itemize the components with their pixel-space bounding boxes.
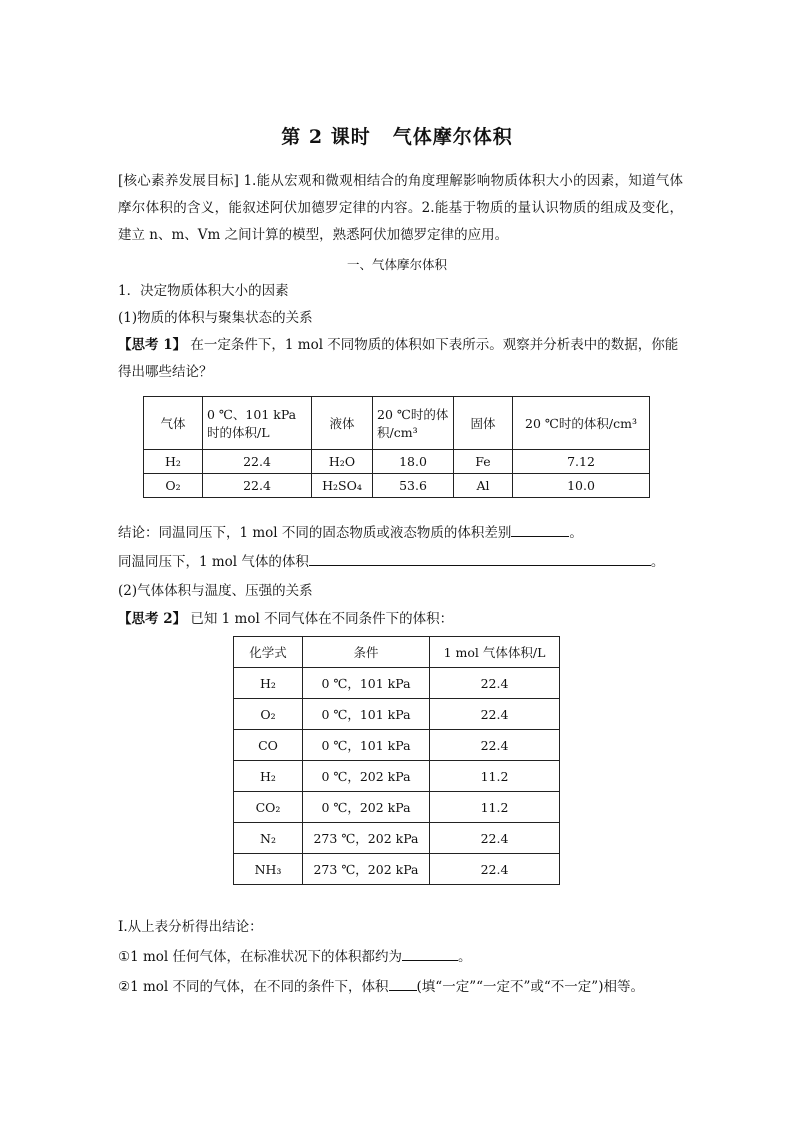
table-row <box>234 668 560 699</box>
table-cell: 0 ℃，101 kPa <box>303 699 430 730</box>
table-header-cell: 气体 <box>144 397 203 450</box>
answer-blank[interactable] <box>511 523 569 537</box>
table-cell: 7.12 <box>513 450 650 474</box>
table-cell: 22.4 <box>203 474 312 498</box>
answer-blank[interactable] <box>309 552 651 566</box>
conclusion-2-end: 。 <box>650 554 665 570</box>
conclusion-2-text: 同温同压下，1 mol 气体的体积 <box>118 554 309 570</box>
table-cell: 22.4 <box>430 823 560 854</box>
table-cell: 11.2 <box>430 792 560 823</box>
intro-text: 1.能从宏观和微观相结合的角度理解影响物质体积大小的因素，知道气体摩尔体积的含义，能叙述阿伏加德罗定律的内容。2.能基于物质的量认识物质的组成及变化，建立 n、m、Vm 之间计算的模型，熟悉阿伏加德罗定律的应用。 <box>118 173 683 243</box>
table-cell: 53.6 <box>373 474 454 498</box>
table-row <box>234 761 560 792</box>
table-cell: 0 ℃，202 kPa <box>303 761 430 792</box>
table-row <box>144 474 650 498</box>
table-cell: H₂ <box>144 450 203 474</box>
point-1-text: ①1 mol 任何气体，在标准状况下的体积都约为 <box>118 949 403 965</box>
table-header-cell: 0 ℃、101 kPa 时的体积/L <box>203 397 312 450</box>
point-2-text: ②1 mol 不同的气体，在不同的条件下，体积 <box>118 979 389 995</box>
table-header-row <box>144 397 650 450</box>
table-cell: 22.4 <box>430 730 560 761</box>
table-cell: N₂ <box>234 823 303 854</box>
table-header-cell: 液体 <box>312 397 373 450</box>
table-cell: O₂ <box>234 699 303 730</box>
heading-1: 1．决定物质体积大小的因素 <box>118 283 289 299</box>
table-cell: H₂ <box>234 761 303 792</box>
table-cell: CO <box>234 730 303 761</box>
table-cell: CO₂ <box>234 792 303 823</box>
conclusion-1-end: 。 <box>569 525 583 541</box>
gas-conditions-table <box>233 636 560 885</box>
answer-blank[interactable] <box>402 947 458 961</box>
table-cell: H₂O <box>312 450 373 474</box>
page-title <box>0 122 794 149</box>
think1-text: 在一定条件下，1 mol 不同物质的体积如下表所示。观察并分析表中的数据，你能 <box>190 337 679 353</box>
table-cell: 22.4 <box>430 699 560 730</box>
table-cell: NH₃ <box>234 854 303 885</box>
table-cell: 22.4 <box>430 854 560 885</box>
table-cell: 0 ℃，202 kPa <box>303 792 430 823</box>
volume-table <box>143 396 650 498</box>
conclusion-2 <box>118 552 664 572</box>
conclusion-1 <box>118 523 583 543</box>
point-2 <box>118 977 644 997</box>
table-header-cell: 20 ℃时的体积/cm³ <box>373 397 454 450</box>
think2-tag: 【思考 2】 <box>118 611 187 627</box>
table-cell: 0 ℃，101 kPa <box>303 668 430 699</box>
think1-tag: 【思考 1】 <box>118 337 187 353</box>
think1-line <box>118 335 678 355</box>
table-cell: Al <box>454 474 513 498</box>
conclusion-1-text: 结论：同温同压下，1 mol 不同的固态物质或液态物质的体积差别 <box>118 525 512 541</box>
table-header-cell: 1 mol 气体体积/L <box>430 637 560 668</box>
table-cell: 0 ℃，101 kPa <box>303 730 430 761</box>
table-cell: H₂SO₄ <box>312 474 373 498</box>
table-cell: 273 ℃，202 kPa <box>303 823 430 854</box>
table-cell: 22.4 <box>203 450 312 474</box>
table-row <box>234 823 560 854</box>
table-cell: 11.2 <box>430 761 560 792</box>
table-cell: 22.4 <box>430 668 560 699</box>
analysis-heading: Ⅰ.从上表分析得出结论： <box>118 919 263 935</box>
heading-1-2: (2)气体体积与温度、压强的关系 <box>118 583 313 599</box>
table-row <box>234 792 560 823</box>
table-cell: H₂ <box>234 668 303 699</box>
table-row <box>234 730 560 761</box>
table-cell: Fe <box>454 450 513 474</box>
point-1 <box>118 947 472 967</box>
table-header-cell: 条件 <box>303 637 430 668</box>
table-header-cell: 固体 <box>454 397 513 450</box>
think2-text: 已知 1 mol 不同气体在不同条件下的体积： <box>190 611 454 627</box>
table-header-cell: 化学式 <box>234 637 303 668</box>
intro-tag: [核心素养发展目标] <box>118 173 239 189</box>
table-cell: 10.0 <box>513 474 650 498</box>
think1-line2: 得出哪些结论？ <box>118 364 213 380</box>
heading-1-1: (1)物质的体积与聚集状态的关系 <box>118 310 313 326</box>
table-cell: O₂ <box>144 474 203 498</box>
think2-line <box>118 609 453 629</box>
table-row <box>234 854 560 885</box>
answer-blank[interactable] <box>389 977 417 991</box>
title-lesson: 第 2 课时 <box>281 126 371 148</box>
table-row <box>234 699 560 730</box>
table-row <box>144 450 650 474</box>
table-header-cell: 20 ℃时的体积/cm³ <box>513 397 650 450</box>
table-cell: 18.0 <box>373 450 454 474</box>
table-header-row <box>234 637 560 668</box>
intro-paragraph <box>118 168 683 249</box>
section-heading: 一、气体摩尔体积 <box>346 257 447 272</box>
table-cell: 273 ℃，202 kPa <box>303 854 430 885</box>
point-2-text-end: (填“一定”“一定不”或“不一定”)相等。 <box>416 979 644 995</box>
point-1-end: 。 <box>458 949 472 965</box>
title-topic: 气体摩尔体积 <box>392 126 513 148</box>
